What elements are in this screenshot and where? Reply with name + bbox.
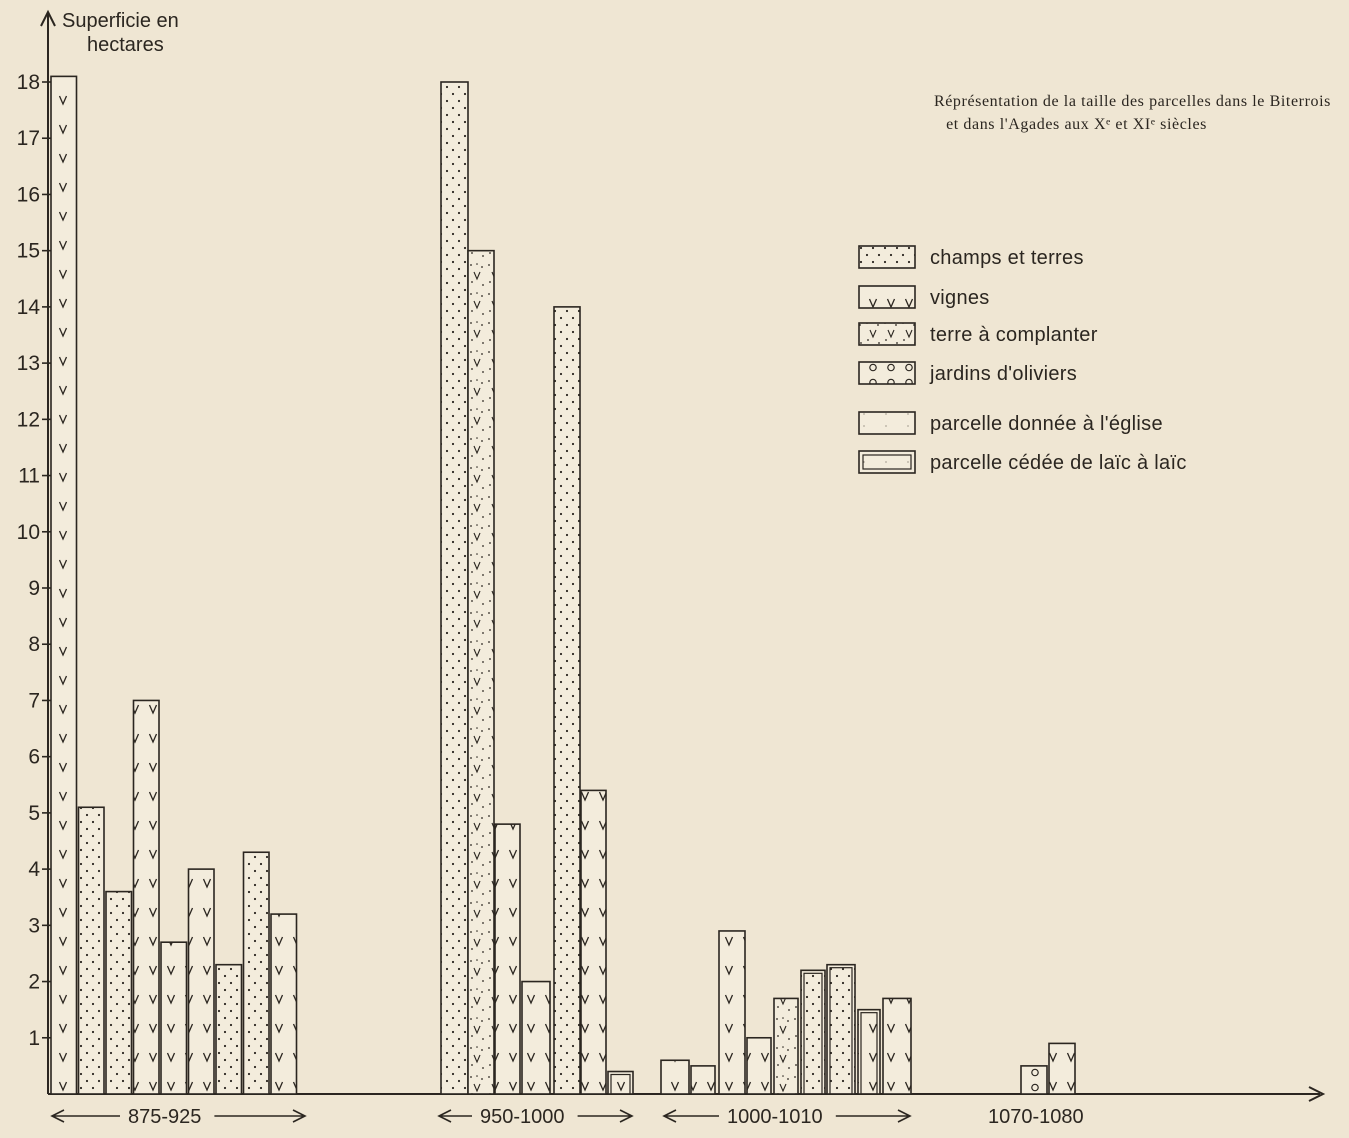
bar-fill bbox=[1049, 1043, 1075, 1094]
chart-title bbox=[934, 93, 1331, 133]
period-arrow-left bbox=[664, 1110, 719, 1122]
bar bbox=[522, 982, 550, 1094]
bar-fill bbox=[1021, 1066, 1047, 1094]
legend-label: champs et terres bbox=[930, 247, 1084, 269]
bar-fill bbox=[827, 965, 855, 1094]
period-label-group bbox=[52, 1106, 305, 1128]
bar bbox=[827, 965, 855, 1094]
legend-label: parcelle cédée de laïc à laïc bbox=[930, 452, 1187, 474]
legend-swatch bbox=[859, 451, 915, 473]
period-label-group bbox=[988, 1106, 1084, 1128]
bar bbox=[51, 76, 77, 1094]
bar-fill bbox=[468, 251, 494, 1094]
bar bbox=[468, 251, 494, 1094]
bar bbox=[271, 914, 297, 1094]
bar-fill bbox=[134, 700, 160, 1094]
y-tick-label: 17 bbox=[16, 127, 40, 151]
bar-fill bbox=[883, 998, 911, 1094]
y-tick-label: 1 bbox=[28, 1026, 40, 1050]
bar bbox=[581, 790, 606, 1094]
period-arrow-left bbox=[439, 1110, 472, 1122]
legend-item-oliviers bbox=[859, 362, 1077, 385]
legend-label: terre à complanter bbox=[930, 324, 1098, 346]
y-tick-label: 4 bbox=[28, 858, 40, 882]
period-arrow-left bbox=[52, 1110, 120, 1122]
bar bbox=[801, 970, 825, 1094]
bar bbox=[1049, 1043, 1075, 1094]
y-tick-label: 18 bbox=[16, 71, 40, 94]
bar-fill bbox=[189, 869, 215, 1094]
bar bbox=[608, 1072, 633, 1094]
y-tick-label: 12 bbox=[16, 408, 40, 432]
bar-fill bbox=[554, 307, 580, 1094]
y-tick-label: 11 bbox=[18, 464, 40, 488]
period-arrow-right bbox=[578, 1110, 632, 1122]
bar-fill bbox=[441, 82, 468, 1094]
bar bbox=[719, 931, 745, 1094]
legend-swatch bbox=[859, 286, 915, 308]
bar-fill bbox=[522, 982, 550, 1094]
y-tick-label: 16 bbox=[16, 183, 40, 207]
axes bbox=[41, 12, 1323, 1101]
legend bbox=[859, 246, 1187, 474]
bar bbox=[495, 824, 520, 1094]
bar bbox=[661, 1060, 689, 1094]
y-tick-label: 7 bbox=[28, 689, 40, 713]
bar bbox=[134, 700, 160, 1094]
bar-fill bbox=[495, 824, 520, 1094]
bar-fill bbox=[691, 1066, 715, 1094]
period-labels bbox=[52, 1106, 1084, 1128]
y-tick-label: 14 bbox=[16, 295, 40, 319]
bar-fill bbox=[79, 807, 105, 1094]
bar bbox=[858, 1010, 880, 1094]
y-axis-title bbox=[62, 10, 179, 56]
bar-fill bbox=[747, 1038, 771, 1094]
legend-label: parcelle donnée à l'église bbox=[930, 413, 1163, 435]
legend-swatch bbox=[859, 412, 915, 434]
bar bbox=[216, 965, 242, 1094]
period-label: 1000-1010 bbox=[727, 1106, 823, 1128]
legend-item-champs bbox=[859, 246, 1084, 269]
chart-title-line-1: Réprésentation de la taille des parcelles dans le Biterrois bbox=[933, 93, 1331, 110]
bar bbox=[554, 307, 580, 1094]
bar-fill bbox=[719, 931, 745, 1094]
bar bbox=[106, 892, 132, 1094]
bar bbox=[244, 852, 270, 1094]
bar-fill bbox=[161, 942, 187, 1094]
legend-item-laic bbox=[859, 451, 1187, 474]
y-tick-label: 8 bbox=[28, 633, 40, 657]
bar-fill bbox=[581, 790, 606, 1094]
period-label: 875-925 bbox=[128, 1106, 202, 1128]
period-label-group bbox=[439, 1106, 632, 1128]
bar-fill bbox=[216, 965, 242, 1094]
y-axis-title-line-2: hectares bbox=[87, 34, 164, 56]
bar-fill bbox=[661, 1060, 689, 1094]
legend-label: jardins d'oliviers bbox=[930, 363, 1078, 385]
bar bbox=[774, 998, 798, 1094]
bar bbox=[161, 942, 187, 1094]
legend-item-complanter bbox=[859, 323, 1098, 346]
y-tick-label: 13 bbox=[16, 352, 40, 376]
y-axis-title-line-1: Superficie en bbox=[62, 10, 179, 32]
bar bbox=[883, 998, 911, 1094]
y-tick-label: 5 bbox=[28, 801, 40, 825]
legend-swatch bbox=[859, 246, 915, 268]
legend-swatch bbox=[859, 362, 915, 384]
legend-swatch bbox=[859, 323, 915, 345]
legend-item-vignes bbox=[859, 286, 990, 309]
bar bbox=[747, 1038, 771, 1094]
bar-fill bbox=[774, 998, 798, 1094]
period-label-group bbox=[664, 1106, 910, 1128]
bar bbox=[441, 82, 468, 1094]
bar bbox=[189, 869, 215, 1094]
y-tick-label: 6 bbox=[28, 745, 40, 769]
y-tick-label: 15 bbox=[16, 239, 40, 263]
bar-fill bbox=[106, 892, 132, 1094]
legend-item-eglise bbox=[859, 412, 1163, 435]
bar-fill bbox=[51, 76, 77, 1094]
period-arrow-right bbox=[836, 1110, 910, 1122]
bar bbox=[79, 807, 105, 1094]
y-tick-label: 10 bbox=[16, 520, 40, 544]
bar-fill bbox=[244, 852, 270, 1094]
period-label: 1070-1080 bbox=[988, 1106, 1084, 1128]
y-tick-label: 2 bbox=[28, 970, 40, 994]
y-tick-label: 3 bbox=[28, 914, 40, 938]
period-label: 950-1000 bbox=[480, 1106, 565, 1128]
y-tick-label: 9 bbox=[28, 577, 40, 600]
bar-fill bbox=[271, 914, 297, 1094]
bar bbox=[691, 1066, 715, 1094]
legend-label: vignes bbox=[930, 287, 990, 309]
period-arrow-right bbox=[214, 1110, 305, 1122]
bar bbox=[1021, 1066, 1047, 1094]
chart-title-line-2: et dans l'Agades aux Xᵉ et XIᵉ siècles bbox=[946, 116, 1207, 133]
